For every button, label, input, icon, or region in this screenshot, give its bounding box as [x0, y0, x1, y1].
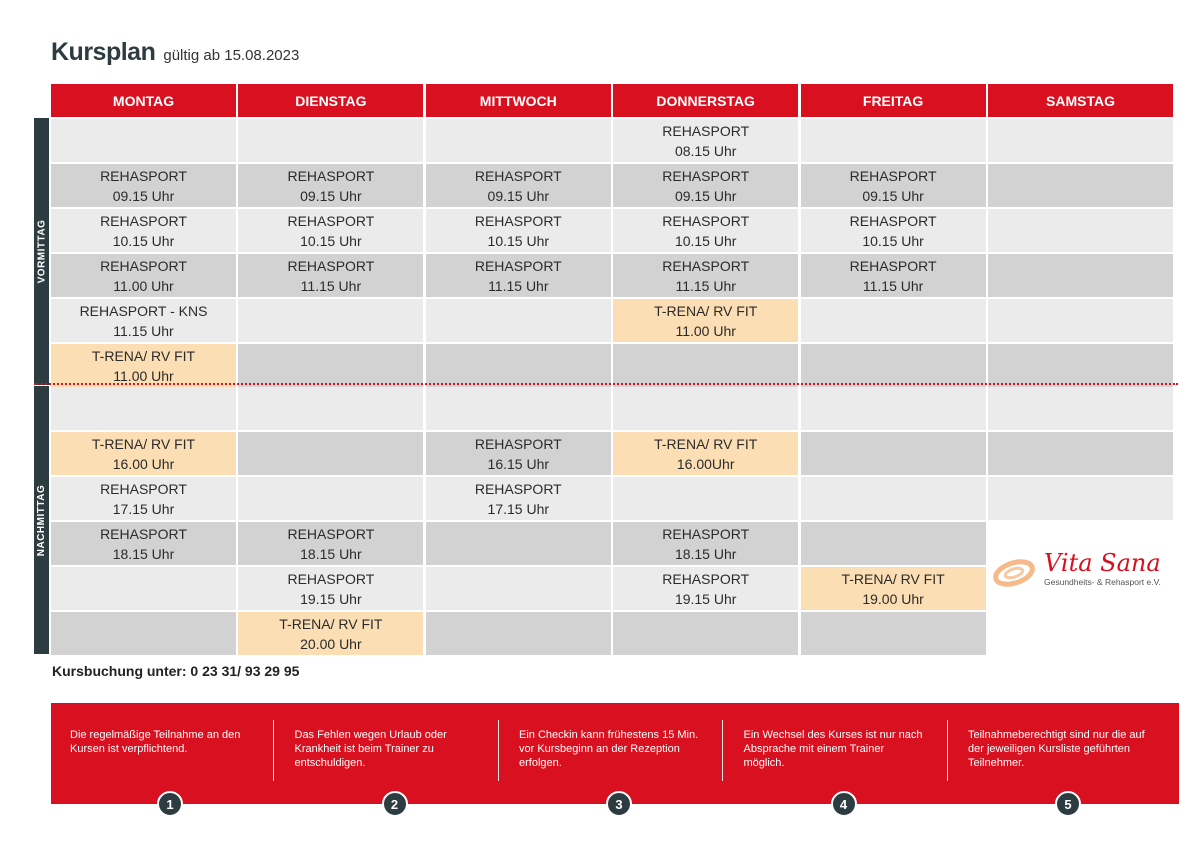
class-time: 18.15 Uhr — [112, 545, 175, 562]
day-header-freitag: FREITAG — [801, 84, 986, 117]
class-time: 11.15 Uhr — [113, 322, 174, 339]
class-name: REHASPORT — [849, 167, 937, 184]
class-name: REHASPORT — [100, 480, 187, 497]
class-name: REHASPORT — [474, 257, 562, 274]
empty-slot — [426, 119, 611, 162]
empty-slot — [801, 432, 986, 475]
class-name: REHASPORT — [662, 570, 750, 587]
page-title: Kursplan — [51, 38, 156, 66]
empty-slot — [238, 344, 423, 387]
class-time: 08.15 Uhr — [674, 142, 737, 159]
class-time: 10.15 Uhr — [862, 232, 924, 249]
class-name: REHASPORT — [287, 212, 375, 229]
class-name: REHASPORT — [287, 570, 375, 587]
empty-slot — [238, 387, 423, 430]
class-slot — [51, 164, 236, 207]
rule-text-1: Die regelmäßige Teilnahme an den Kursen ist verpflichtend. — [70, 729, 241, 755]
day-header-montag: MONTAG — [51, 84, 236, 117]
class-slot — [426, 164, 611, 207]
class-name: REHASPORT — [849, 257, 937, 274]
class-slot — [613, 299, 798, 342]
class-time: 11.00 Uhr — [113, 277, 174, 294]
class-name: REHASPORT — [474, 480, 562, 497]
class-slot — [613, 119, 798, 162]
rule-number-badge: 2 — [382, 791, 408, 817]
class-time: 09.15 Uhr — [487, 187, 550, 204]
empty-slot — [613, 344, 798, 387]
empty-slot — [801, 612, 986, 655]
class-slot — [426, 477, 611, 520]
class-time: 18.15 Uhr — [300, 545, 362, 562]
class-slot — [426, 432, 611, 475]
class-time: 16.00Uhr — [676, 455, 735, 472]
class-name: T-RENA/ RV FIT — [279, 615, 383, 632]
empty-slot — [988, 119, 1173, 162]
class-slot — [238, 612, 423, 655]
empty-slot — [426, 344, 611, 387]
class-slot — [238, 254, 423, 297]
class-slot — [801, 164, 986, 207]
empty-slot — [426, 387, 611, 430]
class-name: REHASPORT — [474, 212, 562, 229]
class-name: REHASPORT — [849, 212, 937, 229]
class-name: REHASPORT — [100, 525, 187, 542]
class-name: T-RENA/ RV FIT — [91, 347, 196, 364]
empty-slot — [988, 164, 1173, 207]
empty-slot — [801, 522, 986, 565]
class-time: 09.15 Uhr — [112, 187, 175, 204]
day-header-dienstag: DIENSTAG — [238, 84, 423, 117]
class-slot — [51, 477, 236, 520]
empty-slot — [613, 387, 798, 430]
class-time: 09.15 Uhr — [862, 187, 924, 204]
class-name: REHASPORT — [287, 167, 375, 184]
class-name: T-RENA/ RV FIT — [91, 435, 196, 452]
class-time: 10.15 Uhr — [674, 232, 737, 249]
class-time: 18.15 Uhr — [674, 545, 737, 562]
section-label-afternoon: NACHMITTAG — [34, 386, 49, 654]
rule-text-5: Teilnahmeberechtigt sind nur die auf der jeweiligen Kursliste geführten Teilnehmer. — [968, 729, 1145, 769]
class-name: REHASPORT — [662, 167, 750, 184]
class-slot — [51, 522, 236, 565]
class-name: REHASPORT — [100, 257, 187, 274]
class-time: 10.15 Uhr — [300, 232, 362, 249]
class-name: REHASPORT - KNS — [79, 302, 208, 319]
class-time: 16.15 Uhr — [487, 455, 550, 472]
empty-slot — [426, 522, 611, 565]
rule-number-badge: 3 — [606, 791, 632, 817]
class-name: REHASPORT — [287, 525, 375, 542]
empty-slot — [238, 299, 423, 342]
rule-text-3: Ein Checkin kann frühestens 15 Min. vor Kursbeginn an der Rezeption erfolgen. — [519, 729, 699, 769]
empty-slot — [613, 612, 798, 655]
class-time: 11.15 Uhr — [300, 277, 362, 294]
empty-slot — [988, 344, 1173, 387]
class-slot — [238, 522, 423, 565]
class-slot — [238, 164, 423, 207]
day-header-samstag: SAMSTAG — [988, 84, 1173, 117]
rule-separator — [273, 720, 274, 781]
empty-slot — [426, 612, 611, 655]
class-time: 11.00 Uhr — [113, 367, 174, 384]
class-time: 09.15 Uhr — [674, 187, 737, 204]
day-header-donnerstag: DONNERSTAG — [613, 84, 798, 117]
empty-slot — [801, 344, 986, 387]
vita-sana-logo — [992, 547, 1172, 597]
class-time: 17.15 Uhr — [112, 500, 175, 517]
class-name: REHASPORT — [662, 257, 750, 274]
section-divider — [34, 383, 1178, 385]
rule-separator — [947, 720, 948, 781]
class-time: 19.15 Uhr — [674, 590, 737, 607]
class-name: REHASPORT — [100, 167, 187, 184]
class-slot — [801, 567, 986, 610]
class-time: 19.00 Uhr — [862, 590, 924, 607]
rules-band — [51, 703, 1179, 804]
class-time: 10.15 Uhr — [487, 232, 550, 249]
class-name: T-RENA/ RV FIT — [841, 570, 945, 587]
class-slot — [613, 567, 798, 610]
class-time: 17.15 Uhr — [487, 500, 550, 517]
rule-number-badge: 5 — [1055, 791, 1081, 817]
class-slot — [613, 209, 798, 252]
section-label-morning: VORMITTAG — [34, 118, 49, 385]
day-header-mittwoch: MITTWOCH — [426, 84, 611, 117]
class-name: REHASPORT — [662, 525, 750, 542]
class-name: T-RENA/ RV FIT — [654, 435, 758, 452]
class-slot — [51, 254, 236, 297]
class-name: REHASPORT — [662, 212, 750, 229]
class-slot — [51, 299, 236, 342]
class-time: 11.15 Uhr — [675, 277, 736, 294]
class-slot — [51, 432, 236, 475]
empty-slot — [51, 612, 236, 655]
empty-slot — [613, 477, 798, 520]
class-slot — [51, 209, 236, 252]
class-time: 11.00 Uhr — [675, 322, 736, 339]
empty-slot — [51, 387, 236, 430]
logo-tagline: Gesundheits- & Rehasport e.V. — [1044, 577, 1161, 587]
class-slot — [238, 567, 423, 610]
rule-number-badge: 4 — [831, 791, 857, 817]
class-time: 10.15 Uhr — [112, 232, 175, 249]
empty-slot — [988, 209, 1173, 252]
class-slot — [238, 209, 423, 252]
empty-slot — [426, 299, 611, 342]
class-name: REHASPORT — [100, 212, 187, 229]
class-name: REHASPORT — [474, 435, 562, 452]
rule-text-2: Das Fehlen wegen Urlaub oder Krankheit ist beim Trainer zu entschuldigen. — [294, 729, 447, 769]
class-time: 11.15 Uhr — [862, 277, 924, 294]
empty-slot — [801, 477, 986, 520]
class-slot — [426, 209, 611, 252]
empty-slot — [801, 299, 986, 342]
class-name: REHASPORT — [287, 257, 375, 274]
class-time: 09.15 Uhr — [300, 187, 362, 204]
class-slot — [613, 432, 798, 475]
booking-phone: Kursbuchung unter: 0 23 31/ 93 29 95 — [52, 663, 300, 679]
class-time: 16.00 Uhr — [112, 455, 175, 472]
empty-slot — [51, 567, 236, 610]
rule-separator — [498, 720, 499, 781]
empty-slot — [988, 254, 1173, 297]
class-slot — [426, 254, 611, 297]
class-slot — [801, 209, 986, 252]
empty-slot — [988, 387, 1173, 430]
rule-separator — [722, 720, 723, 781]
class-name: REHASPORT — [662, 122, 750, 139]
logo-name: Vita Sana — [1044, 549, 1161, 577]
empty-slot — [988, 612, 1173, 655]
swirl-logo-icon — [992, 551, 1040, 591]
empty-slot — [801, 119, 986, 162]
class-slot — [613, 164, 798, 207]
empty-slot — [988, 432, 1173, 475]
empty-slot — [988, 299, 1173, 342]
empty-slot — [801, 387, 986, 430]
class-slot — [613, 254, 798, 297]
empty-slot — [426, 567, 611, 610]
class-slot — [613, 522, 798, 565]
page-header — [51, 38, 299, 67]
class-slot — [51, 344, 236, 387]
empty-slot — [238, 119, 423, 162]
empty-slot — [51, 119, 236, 162]
day-header-row — [51, 84, 1115, 117]
empty-slot — [988, 477, 1173, 520]
class-time: 11.15 Uhr — [488, 277, 549, 294]
rule-text-4: Ein Wechsel des Kurses ist nur nach Absprache mit einem Trainer möglich. — [743, 729, 923, 769]
class-name: T-RENA/ RV FIT — [654, 302, 758, 319]
page-subtitle: gültig ab 15.08.2023 — [163, 47, 300, 64]
class-time: 19.15 Uhr — [300, 590, 362, 607]
empty-slot — [238, 432, 423, 475]
class-slot — [801, 254, 986, 297]
class-name: REHASPORT — [474, 167, 562, 184]
class-time: 20.00 Uhr — [300, 635, 362, 652]
empty-slot — [238, 477, 423, 520]
rule-number-badge: 1 — [157, 791, 183, 817]
